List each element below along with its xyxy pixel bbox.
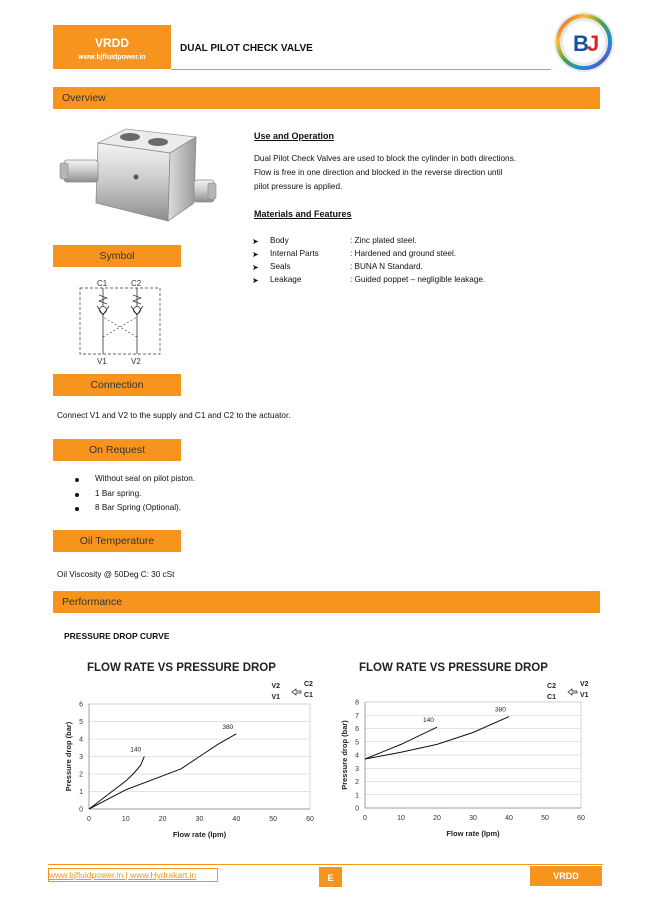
y-axis-label: Pressure drop (bar) xyxy=(340,720,349,790)
materials-value: : Zinc plated steel. xyxy=(350,236,417,245)
logo-letter-j: J xyxy=(587,31,600,56)
series-label: 140 xyxy=(130,746,142,754)
x-tick-label: 0 xyxy=(87,816,91,823)
on-request-item xyxy=(75,489,375,504)
y-tick-label: 6 xyxy=(355,726,359,733)
x-tick-label: 50 xyxy=(541,815,549,822)
flow-label: C2 xyxy=(304,681,313,688)
x-tick-label: 30 xyxy=(469,815,477,822)
flow-label: V2 xyxy=(580,681,589,688)
arrow-bullet-icon: ➤ xyxy=(252,237,259,246)
on-request-item xyxy=(75,503,375,518)
series-line-380 xyxy=(365,717,509,759)
header-divider xyxy=(171,69,551,70)
flow-arrow-icon xyxy=(292,689,301,695)
y-tick-label: 5 xyxy=(355,739,359,747)
use-operation-text xyxy=(254,152,516,194)
header-website[interactable]: www.bjfluidpower.in xyxy=(78,54,146,61)
y-tick-label: 1 xyxy=(355,792,359,800)
x-tick-label: 40 xyxy=(505,815,513,822)
logo-letter-b: B xyxy=(573,31,589,56)
y-tick-label: 0 xyxy=(355,805,359,813)
x-tick-label: 0 xyxy=(363,815,367,822)
series-line-140 xyxy=(365,727,437,759)
materials-list xyxy=(252,236,582,288)
materials-item xyxy=(252,249,582,262)
y-tick-label: 4 xyxy=(355,752,359,760)
arrow-bullet-icon: ➤ xyxy=(252,276,259,285)
symbol-label-v1: V1 xyxy=(97,357,107,366)
use-operation-heading: Use and Operation xyxy=(254,131,335,141)
on-request-item xyxy=(75,474,375,489)
oil-temperature-bar: Oil Temperature xyxy=(53,530,181,552)
chart-title: FLOW RATE VS PRESSURE DROP xyxy=(359,662,548,674)
symbol-label-c1: C1 xyxy=(97,279,108,288)
bullet-icon xyxy=(75,478,79,482)
on-request-item-text: 8 Bar Spring (Optional). xyxy=(95,503,182,512)
flow-label: C1 xyxy=(547,694,556,701)
header-product-code: VRDD xyxy=(94,36,129,50)
x-tick-label: 20 xyxy=(433,815,441,822)
chart-title: FLOW RATE VS PRESSURE DROP xyxy=(87,662,276,674)
footer-page-number: E xyxy=(319,867,342,887)
x-tick-label: 30 xyxy=(195,816,204,823)
materials-heading: Materials and Features xyxy=(254,209,352,219)
flow-label: V1 xyxy=(271,694,280,701)
materials-key: Body xyxy=(270,236,289,245)
oil-temperature-text: Oil Viscosity @ 50Deg C: 30 cSt xyxy=(57,570,175,579)
materials-value: : Hardened and ground steel. xyxy=(350,249,457,258)
series-label: 380 xyxy=(495,706,506,714)
arrow-bullet-icon: ➤ xyxy=(252,263,259,272)
x-tick-label: 20 xyxy=(158,816,167,823)
flow-label: V1 xyxy=(580,692,589,699)
x-tick-label: 10 xyxy=(121,816,130,823)
materials-item xyxy=(252,236,582,249)
pressure-drop-chart-2 xyxy=(334,655,596,845)
x-tick-label: 50 xyxy=(269,816,278,823)
valve-image xyxy=(58,125,218,230)
y-tick-label: 4 xyxy=(79,736,83,744)
x-tick-label: 60 xyxy=(577,815,585,822)
symbol-label-c2: C2 xyxy=(131,279,142,288)
x-axis-label: Flow rate (lpm) xyxy=(446,829,500,838)
use-operation-line: pilot pressure is applied. xyxy=(254,182,343,191)
on-request-item-text: Without seal on pilot piston. xyxy=(95,474,196,483)
materials-item xyxy=(252,262,582,275)
y-tick-label: 3 xyxy=(79,754,83,761)
series-line-380 xyxy=(89,734,236,809)
y-tick-label: 7 xyxy=(355,712,359,720)
use-operation-line: Dual Pilot Check Valves are used to block the cylinder in both directions. xyxy=(254,154,516,163)
materials-key: Leakage xyxy=(270,275,302,284)
materials-value: : Guided poppet – negligible leakage. xyxy=(350,275,486,284)
overview-bar: Overview xyxy=(53,87,600,109)
on-request-item-text: 1 Bar spring. xyxy=(95,488,142,498)
flow-label: C1 xyxy=(304,692,313,699)
document-title: DUAL PILOT CHECK VALVE xyxy=(180,43,313,54)
y-axis-label: Pressure drop (bar) xyxy=(64,721,73,792)
company-logo xyxy=(552,10,616,74)
x-tick-label: 10 xyxy=(397,815,405,822)
performance-bar: Performance xyxy=(53,591,600,613)
on-request-bar: On Request xyxy=(53,439,181,461)
footer-product-code: VRDD xyxy=(530,866,602,886)
flow-label: V2 xyxy=(271,683,280,690)
bullet-icon xyxy=(75,493,79,497)
y-tick-label: 3 xyxy=(355,765,359,773)
series-line-140 xyxy=(89,757,144,810)
materials-key: Internal Parts xyxy=(270,249,319,258)
arrow-bullet-icon: ➤ xyxy=(252,250,259,259)
connection-text: Connect V1 and V2 to the supply and C1 and C2 to the actuator. xyxy=(57,411,291,420)
y-tick-label: 8 xyxy=(355,699,359,707)
y-tick-label: 1 xyxy=(79,789,83,796)
header-product-box xyxy=(53,25,171,69)
materials-value: : BUNA N Standard. xyxy=(350,262,423,271)
footer-divider xyxy=(48,864,603,865)
x-axis-label: Flow rate (lpm) xyxy=(172,830,227,839)
footer-links[interactable]: www.bjfluidpower.in | www.Hydrakart.in xyxy=(48,868,218,882)
y-tick-label: 6 xyxy=(79,701,83,709)
materials-item xyxy=(252,275,582,288)
use-operation-line: Flow is free in one direction and blocked in the reverse direction until xyxy=(254,168,503,177)
y-tick-label: 2 xyxy=(355,779,359,786)
connection-bar: Connection xyxy=(53,374,181,396)
flow-label: C2 xyxy=(547,683,556,690)
pressure-drop-chart-1 xyxy=(58,655,318,845)
performance-subtitle: PRESSURE DROP CURVE xyxy=(64,631,170,641)
bullet-icon xyxy=(75,507,79,511)
symbol-bar: Symbol xyxy=(53,245,181,267)
symbol-label-v2: V2 xyxy=(131,357,141,366)
series-label: 380 xyxy=(222,723,234,731)
x-tick-label: 40 xyxy=(232,816,241,823)
x-tick-label: 60 xyxy=(306,816,314,823)
flow-arrow-icon xyxy=(568,689,577,695)
y-tick-label: 2 xyxy=(79,771,83,779)
y-tick-label: 0 xyxy=(79,806,83,814)
on-request-list xyxy=(75,474,375,518)
y-tick-label: 5 xyxy=(79,719,83,726)
materials-key: Seals xyxy=(270,262,291,271)
series-label: 140 xyxy=(423,717,434,725)
hydraulic-symbol xyxy=(78,277,164,367)
